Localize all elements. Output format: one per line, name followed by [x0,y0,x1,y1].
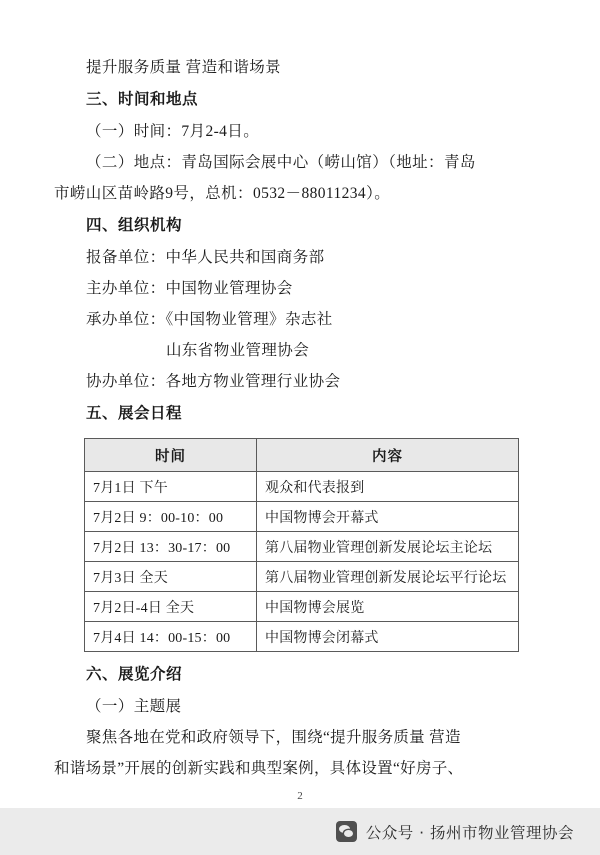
table-row [85,622,519,652]
page-number: 2 [297,790,303,802]
footer-account-label: 公众号 · 扬州市物业管理协会 [365,823,574,842]
column-header-content: 内容 [257,439,519,472]
schedule-table [84,438,519,652]
sub-item-1: （一）主题展 [86,698,182,715]
slogan-line: 提升服务质量 营造和谐场景 [86,59,282,76]
cell-content: 中国物博会开幕式 [257,502,519,532]
section-heading-6: 六、展览介绍 [86,665,183,683]
table-row [85,562,519,592]
column-header-time: 时间 [85,439,257,472]
place-item-line-2: 市崂山区苗岭路9号，总机：0532－88011234）。 [54,185,391,202]
org-line-4: 山东省物业管理协会 [166,342,310,359]
org-line-5: 协办单位：各地方物业管理行业协会 [86,373,341,390]
wechat-icon [336,821,357,842]
cell-time: 7月2日 9：00-10：00 [85,502,257,532]
cell-time: 7月3日 全天 [85,562,257,592]
time-item: （一）时间：7月2-4日。 [86,123,260,140]
table-row [85,592,519,622]
table-row [85,532,519,562]
paragraph-line-1: 聚焦各地在党和政府领导下，围绕“提升服务质量 营造 [86,729,461,746]
section-heading-4: 四、组织机构 [86,216,183,234]
paragraph-line-2: 和谐场景”开展的创新实践和典型案例，具体设置“好房子、 [54,760,464,777]
table-header-row [85,439,519,472]
cell-time: 7月4日 14：00-15：00 [85,622,257,652]
cell-content: 第八届物业管理创新发展论坛平行论坛 [257,562,519,592]
place-item-line-1: （二）地点：青岛国际会展中心（崂山馆）（地址：青岛 [86,154,476,171]
cell-content: 中国物博会闭幕式 [257,622,519,652]
org-line-3: 承办单位：《中国物业管理》杂志社 [86,311,333,328]
org-line-2: 主办单位：中国物业管理协会 [86,280,293,297]
cell-time: 7月2日-4日 全天 [85,592,257,622]
cell-time: 7月1日 下午 [85,472,257,502]
footer-bar [0,808,600,855]
cell-time: 7月2日 13：30-17：00 [85,532,257,562]
cell-content: 第八届物业管理创新发展论坛主论坛 [257,532,519,562]
section-heading-5: 五、展会日程 [86,404,183,422]
table-row [85,502,519,532]
section-heading-3: 三、时间和地点 [86,90,199,108]
org-line-1: 报备单位：中华人民共和国商务部 [86,249,325,266]
cell-content: 观众和代表报到 [257,472,519,502]
cell-content: 中国物博会展览 [257,592,519,622]
table-row [85,472,519,502]
